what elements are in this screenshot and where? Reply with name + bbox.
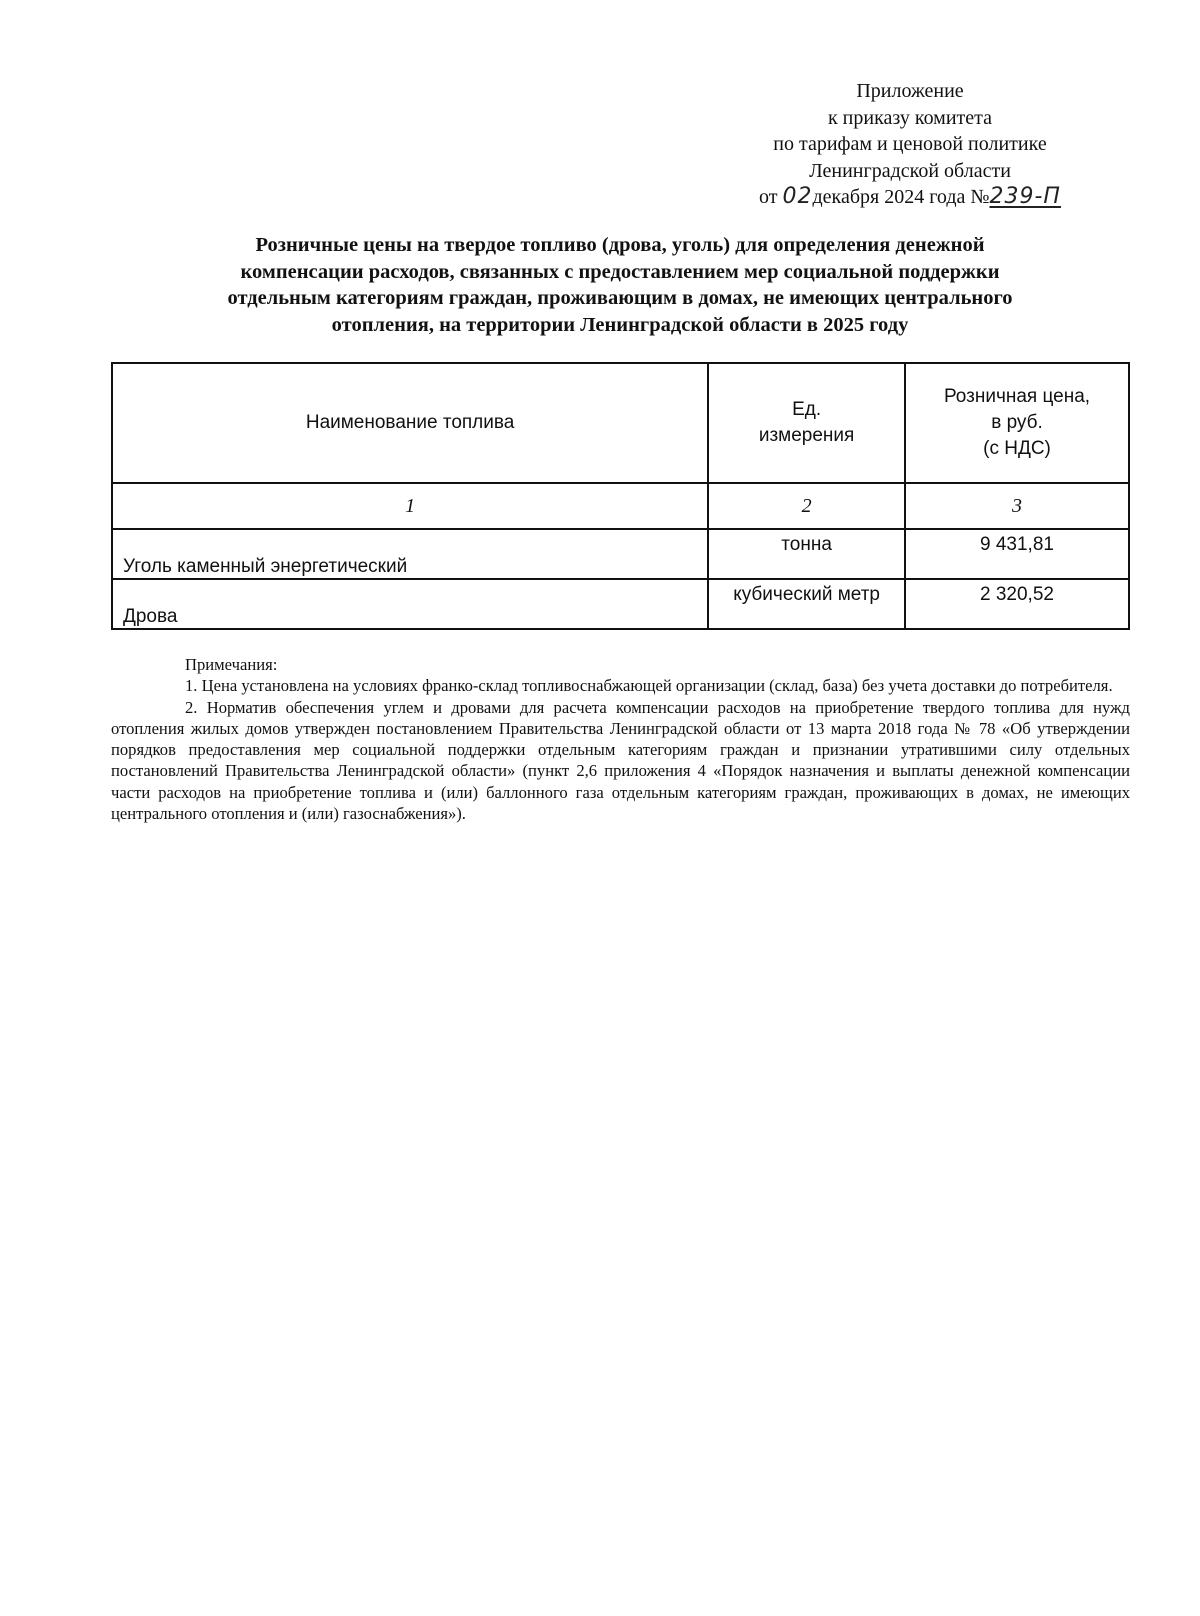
table-row <box>112 579 1129 629</box>
header-fuel-name: Наименование топлива <box>112 363 708 483</box>
unit-cell: тонна <box>708 529 905 579</box>
header-unit-line-2: измерения <box>758 425 855 446</box>
column-number: 3 <box>905 483 1129 529</box>
fuel-name-cell: Дрова <box>112 579 708 629</box>
column-number-row <box>112 483 1129 529</box>
price-cell: 9 431,81 <box>905 529 1129 579</box>
appendix-header <box>690 78 1130 211</box>
unit-cell: кубический метр <box>708 579 905 629</box>
title-line-3: отдельным категориям граждан, проживающим в домах, не имеющих центрального <box>227 287 1013 309</box>
header-unit <box>708 363 905 483</box>
document-title <box>110 232 1130 338</box>
handwritten-day: 02 <box>782 184 813 209</box>
column-number: 2 <box>708 483 905 529</box>
price-table <box>111 362 1130 630</box>
header-unit-line-1: Ед. <box>792 399 822 420</box>
title-line-2: компенсации расходов, связанных с предоставлением мер социальной поддержки <box>240 260 1000 283</box>
table-row <box>112 529 1129 579</box>
table-header-row <box>112 363 1129 483</box>
appendix-label: Приложение <box>856 80 964 102</box>
date-prefix: от <box>759 186 778 208</box>
notes-section <box>111 654 1130 824</box>
handwritten-order-number: 239-П <box>989 184 1061 209</box>
date-rest: декабря 2024 года № <box>812 186 990 208</box>
appendix-region: Ленинградской области <box>809 159 1011 182</box>
header-price-line-2: в руб. <box>991 412 1043 433</box>
appendix-date-line <box>690 184 1130 211</box>
column-number: 1 <box>112 483 708 529</box>
header-price-line-3: (с НДС) <box>983 438 1051 459</box>
header-price <box>905 363 1129 483</box>
note-1: 1. Цена установлена на условиях франко-склад топливоснабжающей организации (склад, база) без учета доставки до потребителя. <box>185 676 1113 696</box>
header-price-line-1: Розничная цена, <box>943 386 1091 407</box>
title-line-4: отопления, на территории Ленинградской области в 2025 году <box>331 313 909 336</box>
appendix-order-ref: к приказу комитета <box>827 106 993 129</box>
price-cell: 2 320,52 <box>905 579 1129 629</box>
note-2: 2. Норматив обеспечения углем и дровами для расчета компенсации расходов на приобретение твердого топлива для нужд отопления жилых домов утвержден постановлением Правительства Ленинградской области от 13 марта 2018 года № 78 «Об утверждении порядков предоставления мер социальной поддержки отдельным категориям граждан и признании утратившими силу отдельных постановлений Правительства Ленинградской области» (пункт 2,6 приложения 4 «Порядок назначения и выплаты денежной компенсации части расходов на приобретение топлива и (или) баллонного газа отдельным категориям граждан, проживающих в домах, не имеющих центрального отопления и (или) газоснабжения»). <box>111 697 1130 824</box>
title-line-1: Розничные цены на твердое топливо (дрова, уголь) для определения денежной <box>255 234 985 256</box>
notes-heading: Примечания: <box>185 655 278 674</box>
appendix-committee: по тарифам и ценовой политике <box>773 133 1047 155</box>
fuel-name-cell: Уголь каменный энергетический <box>112 529 708 579</box>
